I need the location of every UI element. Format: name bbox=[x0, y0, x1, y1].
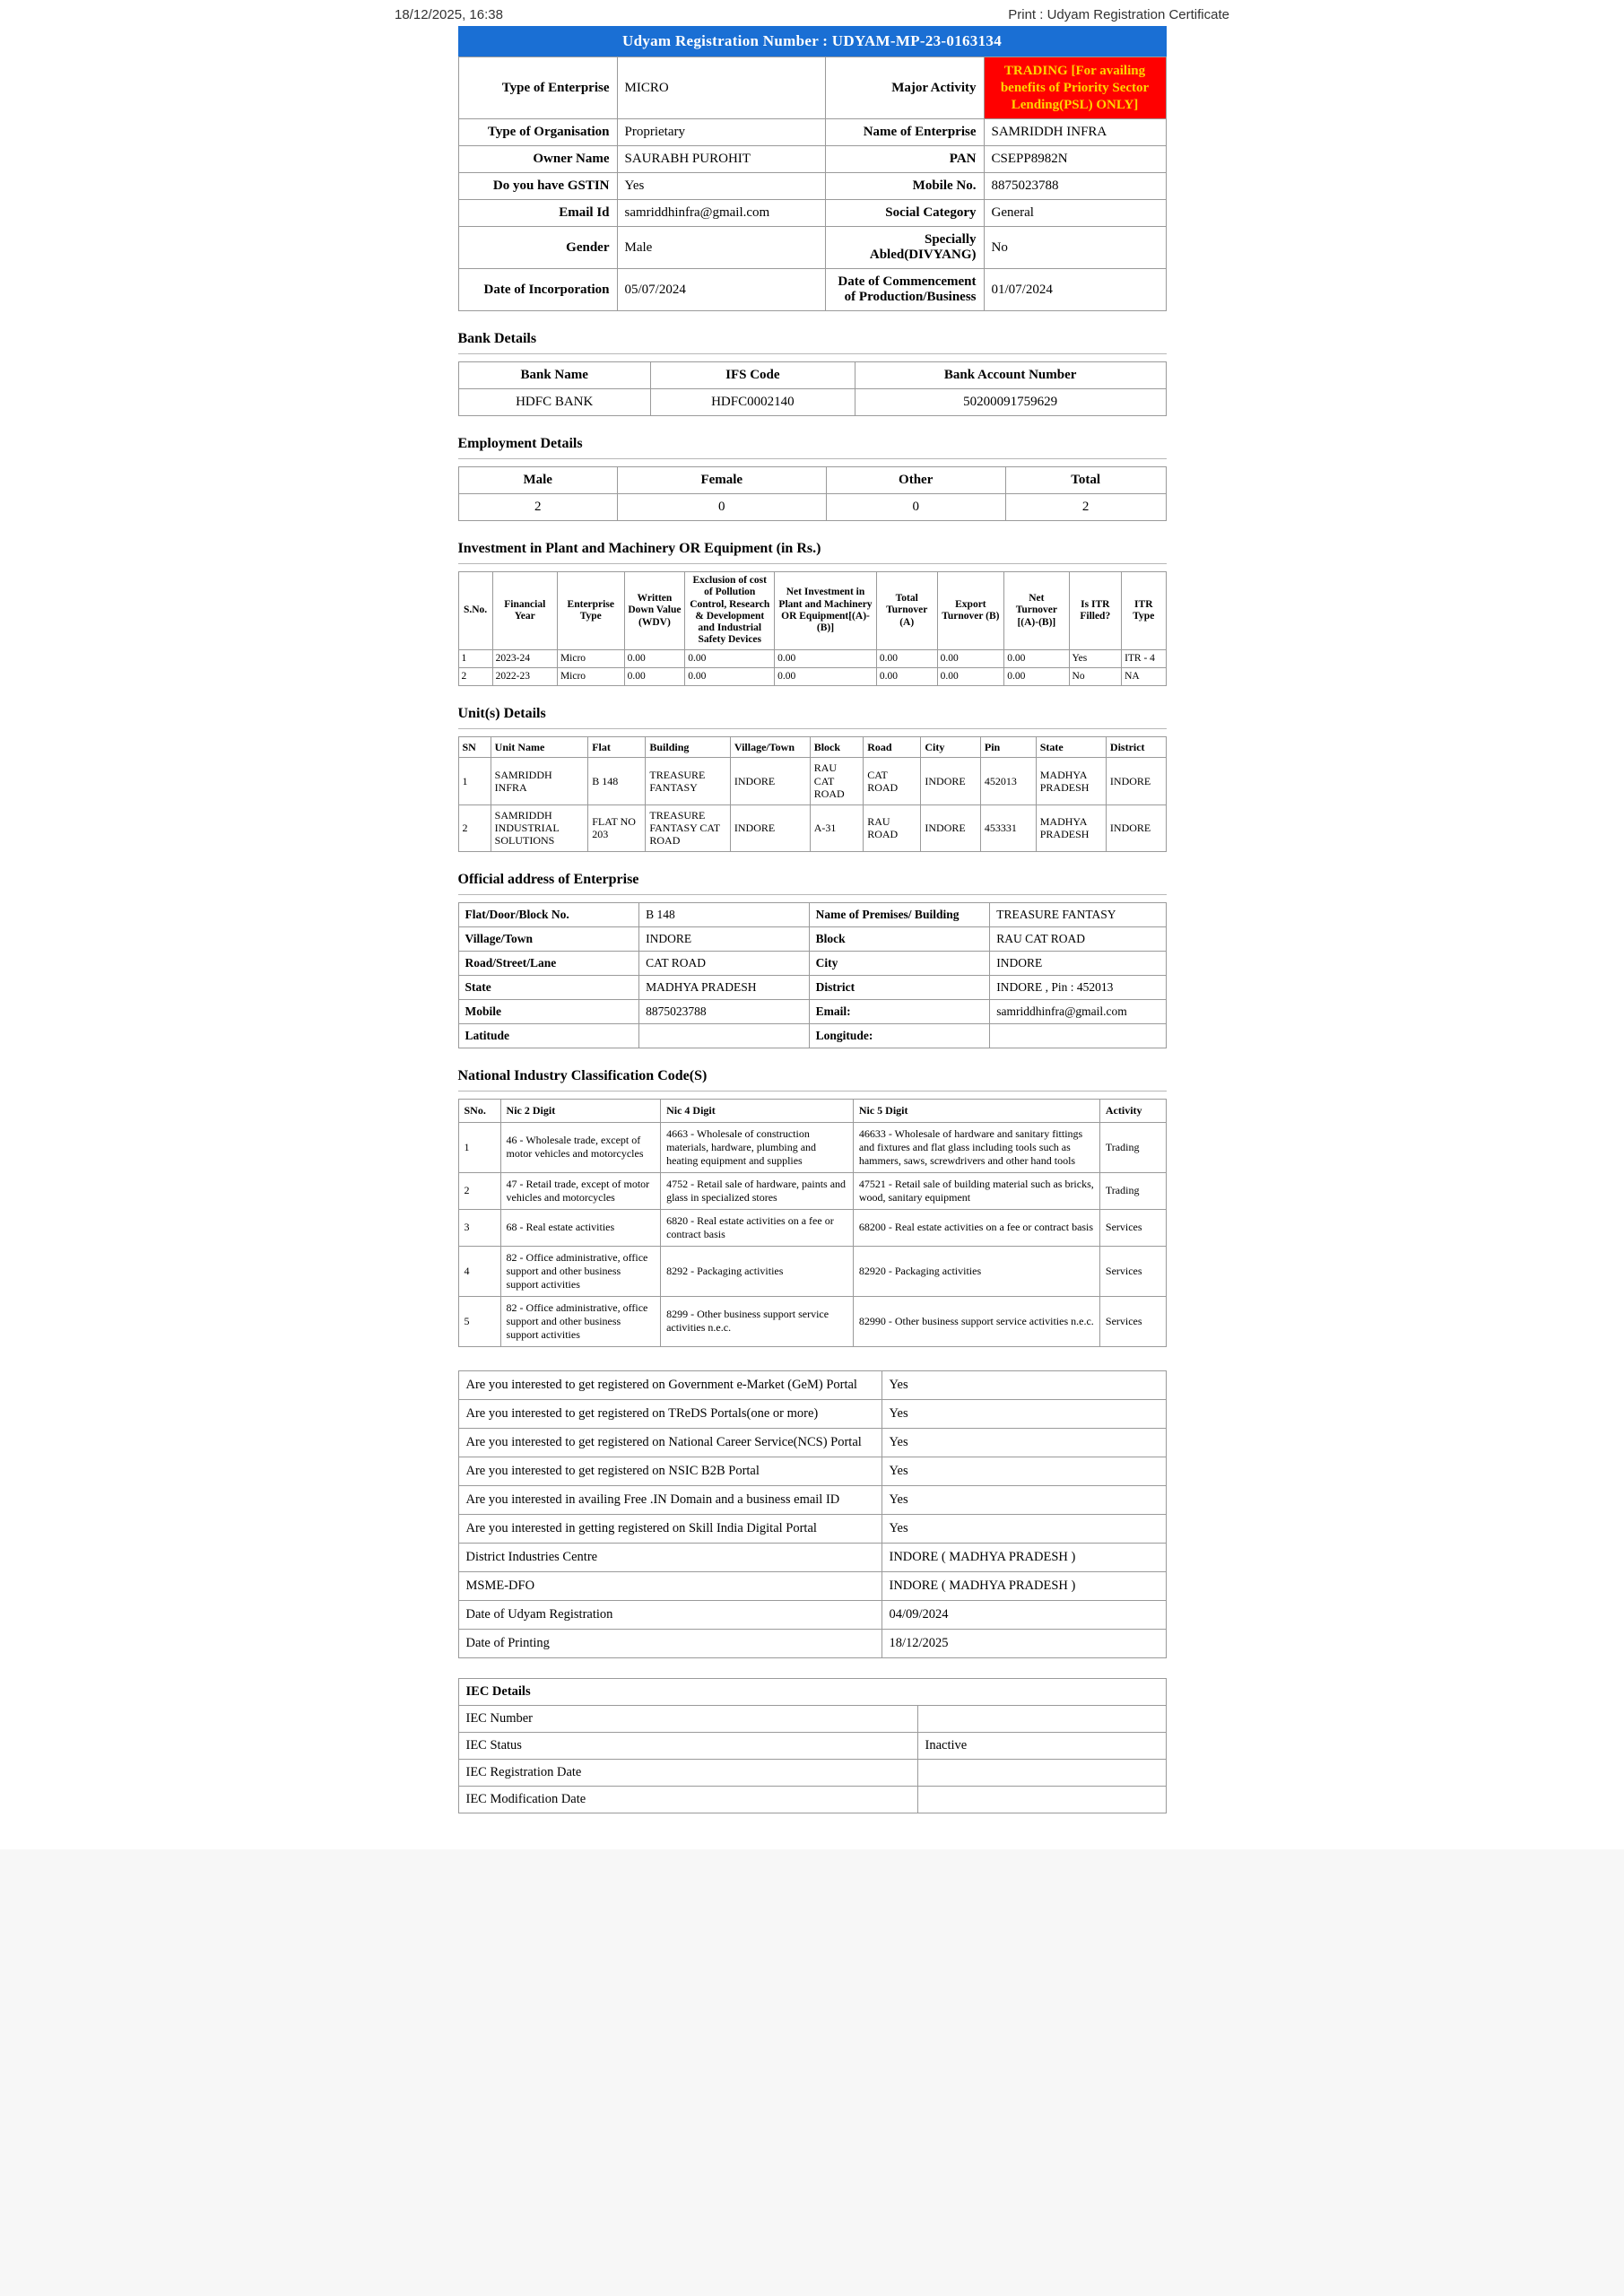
male-header: Male bbox=[458, 467, 617, 494]
iec-status-label: IEC Status bbox=[458, 1732, 917, 1759]
mobile-label: Mobile bbox=[458, 999, 639, 1023]
gender-value: Male bbox=[617, 227, 825, 269]
cell: SAMRIDDH INDUSTRIAL SOLUTIONS bbox=[491, 804, 588, 851]
inv-total-turnover-header: Total Turnover (A) bbox=[876, 572, 937, 649]
name-of-enterprise-value: SAMRIDDH INFRA bbox=[984, 119, 1166, 146]
total-value: 2 bbox=[1005, 494, 1166, 521]
table-row bbox=[458, 975, 1166, 999]
divider bbox=[458, 728, 1167, 729]
cell: MADHYA PRADESH bbox=[1036, 758, 1106, 804]
date-of-udyam-registration-value: 04/09/2024 bbox=[881, 1600, 1166, 1629]
bank-account-header: Bank Account Number bbox=[855, 362, 1166, 389]
table-header-row bbox=[458, 362, 1166, 389]
mobile-label: Mobile No. bbox=[825, 173, 984, 200]
employment-details-heading: Employment Details bbox=[457, 436, 583, 452]
cell: RAU ROAD bbox=[864, 804, 921, 851]
cell: 0.00 bbox=[937, 667, 1004, 685]
date-of-incorporation-value: 05/07/2024 bbox=[617, 269, 825, 311]
msme-dfo-label: MSME-DFO bbox=[458, 1571, 881, 1600]
question-answer: Yes bbox=[881, 1428, 1166, 1457]
district-value: INDORE , Pin : 452013 bbox=[990, 975, 1166, 999]
unit-block-header: Block bbox=[810, 737, 864, 758]
question-answer: Yes bbox=[881, 1370, 1166, 1399]
state-label: State bbox=[458, 975, 639, 999]
date-of-commencement-value: 01/07/2024 bbox=[984, 269, 1166, 311]
cell: INDORE bbox=[730, 804, 810, 851]
divider bbox=[458, 894, 1167, 895]
ifs-code-header: IFS Code bbox=[650, 362, 855, 389]
cell: 0.00 bbox=[1004, 667, 1069, 685]
inv-itr-type-header: ITR Type bbox=[1122, 572, 1166, 649]
flat-door-value: B 148 bbox=[639, 902, 809, 926]
premises-value: TREASURE FANTASY bbox=[990, 902, 1166, 926]
cell: RAU CAT ROAD bbox=[810, 758, 864, 804]
female-header: Female bbox=[617, 467, 826, 494]
nic5-header: Nic 5 Digit bbox=[853, 1099, 1099, 1122]
cell: 0.00 bbox=[685, 667, 775, 685]
investment-heading: Investment in Plant and Machinery OR Equipment (in Rs.) bbox=[457, 541, 821, 557]
cell: MADHYA PRADESH bbox=[1036, 804, 1106, 851]
nic-table bbox=[458, 1099, 1167, 1347]
inv-net-investment-header: Net Investment in Plant and Machinery OR Equipment[(A)-(B)] bbox=[775, 572, 877, 649]
divider bbox=[458, 458, 1167, 459]
cell: Trading bbox=[1099, 1172, 1166, 1209]
cell: 1 bbox=[458, 1122, 500, 1172]
nic4-header: Nic 4 Digit bbox=[661, 1099, 854, 1122]
table-row bbox=[458, 1428, 1166, 1457]
road-label: Road/Street/Lane bbox=[458, 951, 639, 975]
flat-door-label: Flat/Door/Block No. bbox=[458, 902, 639, 926]
cell: 6820 - Real estate activities on a fee or contract basis bbox=[661, 1209, 854, 1246]
district-industries-centre-label: District Industries Centre bbox=[458, 1543, 881, 1571]
cell: A-31 bbox=[810, 804, 864, 851]
cell: Services bbox=[1099, 1209, 1166, 1246]
cell: 68 - Real estate activities bbox=[500, 1209, 661, 1246]
table-row bbox=[458, 1172, 1166, 1209]
enterprise-details-table bbox=[458, 57, 1167, 311]
question-answer: Yes bbox=[881, 1457, 1166, 1485]
table-row bbox=[458, 146, 1166, 173]
cell: B 148 bbox=[588, 758, 646, 804]
city-value: INDORE bbox=[990, 951, 1166, 975]
cell: 0.00 bbox=[685, 649, 775, 667]
village-value: INDORE bbox=[639, 926, 809, 951]
bank-name-value: HDFC BANK bbox=[458, 389, 650, 416]
table-row bbox=[458, 1399, 1166, 1428]
unit-pin-header: Pin bbox=[980, 737, 1036, 758]
cell: 1 bbox=[458, 649, 492, 667]
cell: 0.00 bbox=[876, 649, 937, 667]
mobile-value: 8875023788 bbox=[639, 999, 809, 1023]
question-label: Are you interested to get registered on TReDS Portals(one or more) bbox=[458, 1399, 881, 1428]
block-value: RAU CAT ROAD bbox=[990, 926, 1166, 951]
social-category-label: Social Category bbox=[825, 200, 984, 227]
email-value: samriddhinfra@gmail.com bbox=[990, 999, 1166, 1023]
inv-fy-header: Financial Year bbox=[492, 572, 557, 649]
table-header-row bbox=[458, 1099, 1166, 1122]
divider bbox=[458, 353, 1167, 354]
table-row bbox=[458, 227, 1166, 269]
cell: Services bbox=[1099, 1246, 1166, 1296]
gstin-label: Do you have GSTIN bbox=[458, 173, 617, 200]
pan-label: PAN bbox=[825, 146, 984, 173]
longitude-label: Longitude: bbox=[809, 1023, 990, 1048]
bank-name-header: Bank Name bbox=[458, 362, 650, 389]
unit-building-header: Building bbox=[646, 737, 731, 758]
cell: 0.00 bbox=[624, 667, 685, 685]
cell: 2 bbox=[458, 1172, 500, 1209]
cell: 8299 - Other business support service activities n.e.c. bbox=[661, 1296, 854, 1346]
cell: 0.00 bbox=[624, 649, 685, 667]
question-answer: Yes bbox=[881, 1485, 1166, 1514]
iec-modification-date-label: IEC Modification Date bbox=[458, 1786, 917, 1813]
cell: 2023-24 bbox=[492, 649, 557, 667]
block-label: Block bbox=[809, 926, 990, 951]
road-value: CAT ROAD bbox=[639, 951, 809, 975]
cell: TREASURE FANTASY bbox=[646, 758, 731, 804]
cell: TREASURE FANTASY CAT ROAD bbox=[646, 804, 731, 851]
table-row bbox=[458, 804, 1166, 851]
cell: 8292 - Packaging activities bbox=[661, 1246, 854, 1296]
date-of-printing-label: Date of Printing bbox=[458, 1629, 881, 1657]
cell: 68200 - Real estate activities on a fee or contract basis bbox=[853, 1209, 1099, 1246]
type-of-organisation-value: Proprietary bbox=[617, 119, 825, 146]
nic-heading: National Industry Classification Code(S) bbox=[457, 1067, 708, 1083]
unit-district-header: District bbox=[1106, 737, 1166, 758]
major-activity-value: TRADING [For availing benefits of Priority Sector Lending(PSL) ONLY] bbox=[984, 57, 1166, 119]
table-row bbox=[458, 1543, 1166, 1571]
official-address-table bbox=[458, 902, 1167, 1048]
gender-label: Gender bbox=[458, 227, 617, 269]
cell: 47521 - Retail sale of building material such as bricks, wood, sanitary equipment bbox=[853, 1172, 1099, 1209]
pan-value: CSEPP8982N bbox=[984, 146, 1166, 173]
longitude-value bbox=[990, 1023, 1166, 1048]
inv-enterprise-type-header: Enterprise Type bbox=[557, 572, 624, 649]
udyam-registration-number: Udyam Registration Number : UDYAM-MP-23-0163134 bbox=[458, 26, 1167, 57]
table-row bbox=[458, 119, 1166, 146]
total-header: Total bbox=[1005, 467, 1166, 494]
mobile-value: 8875023788 bbox=[984, 173, 1166, 200]
table-row bbox=[458, 57, 1166, 119]
cell: INDORE bbox=[1106, 804, 1166, 851]
cell: ITR - 4 bbox=[1122, 649, 1166, 667]
table-row bbox=[458, 999, 1166, 1023]
date-of-incorporation-label: Date of Incorporation bbox=[458, 269, 617, 311]
inv-exclusion-header: Exclusion of cost of Pollution Control, Research & Development and Industrial Safety Devices bbox=[685, 572, 775, 649]
unit-name-header: Unit Name bbox=[491, 737, 588, 758]
table-row bbox=[458, 1209, 1166, 1246]
investment-table bbox=[458, 571, 1167, 686]
cell: 2 bbox=[458, 804, 491, 851]
bank-details-table bbox=[458, 361, 1167, 416]
latitude-label: Latitude bbox=[458, 1023, 639, 1048]
cell: 0.00 bbox=[775, 667, 877, 685]
cell: 82 - Office administrative, office support and other business support activities bbox=[500, 1246, 661, 1296]
nic-sno-header: SNo. bbox=[458, 1099, 500, 1122]
divider bbox=[458, 563, 1167, 564]
inv-sno-header: S.No. bbox=[458, 572, 492, 649]
table-row bbox=[458, 1629, 1166, 1657]
unit-state-header: State bbox=[1036, 737, 1106, 758]
table-row bbox=[458, 649, 1166, 667]
cell: 4752 - Retail sale of hardware, paints and glass in specialized stores bbox=[661, 1172, 854, 1209]
employment-details-table bbox=[458, 466, 1167, 521]
question-label: Are you interested to get registered on Government e-Market (GeM) Portal bbox=[458, 1370, 881, 1399]
district-label: District bbox=[809, 975, 990, 999]
cell: 3 bbox=[458, 1209, 500, 1246]
table-row bbox=[458, 667, 1166, 685]
inv-itr-filled-header: Is ITR Filled? bbox=[1069, 572, 1122, 649]
print-timestamp: 18/12/2025, 16:38 bbox=[395, 7, 503, 22]
inv-export-turnover-header: Export Turnover (B) bbox=[937, 572, 1004, 649]
other-value: 0 bbox=[826, 494, 1005, 521]
table-row bbox=[458, 951, 1166, 975]
table-row bbox=[458, 1023, 1166, 1048]
gstin-value: Yes bbox=[617, 173, 825, 200]
table-row bbox=[458, 200, 1166, 227]
unit-road-header: Road bbox=[864, 737, 921, 758]
premises-label: Name of Premises/ Building bbox=[809, 902, 990, 926]
official-address-heading: Official address of Enterprise bbox=[457, 871, 639, 887]
unit-village-header: Village/Town bbox=[730, 737, 810, 758]
divyang-label: Specially Abled(DIVYANG) bbox=[825, 227, 984, 269]
question-label: Are you interested to get registered on NSIC B2B Portal bbox=[458, 1457, 881, 1485]
iec-details-table bbox=[458, 1678, 1167, 1813]
female-value: 0 bbox=[617, 494, 826, 521]
cell: Services bbox=[1099, 1296, 1166, 1346]
owner-name-label: Owner Name bbox=[458, 146, 617, 173]
cell: FLAT NO 203 bbox=[588, 804, 646, 851]
table-header-row bbox=[458, 572, 1166, 649]
cell: 452013 bbox=[980, 758, 1036, 804]
inv-net-turnover-header: Net Turnover [(A)-(B)] bbox=[1004, 572, 1069, 649]
city-label: City bbox=[809, 951, 990, 975]
unit-city-header: City bbox=[921, 737, 981, 758]
email-label: Email Id bbox=[458, 200, 617, 227]
certificate-sheet bbox=[458, 26, 1167, 1849]
iec-registration-date-value bbox=[917, 1759, 1166, 1786]
district-industries-centre-value: INDORE ( MADHYA PRADESH ) bbox=[881, 1543, 1166, 1571]
cell: NA bbox=[1122, 667, 1166, 685]
cell: 82990 - Other business support service activities n.e.c. bbox=[853, 1296, 1099, 1346]
cell: CAT ROAD bbox=[864, 758, 921, 804]
table-header-row bbox=[458, 467, 1166, 494]
table-row bbox=[458, 1485, 1166, 1514]
nic-activity-header: Activity bbox=[1099, 1099, 1166, 1122]
question-answer: Yes bbox=[881, 1514, 1166, 1543]
name-of-enterprise-label: Name of Enterprise bbox=[825, 119, 984, 146]
cell: 0.00 bbox=[876, 667, 937, 685]
table-row bbox=[458, 173, 1166, 200]
cell: 47 - Retail trade, except of motor vehicles and motorcycles bbox=[500, 1172, 661, 1209]
cell: Micro bbox=[557, 667, 624, 685]
social-category-value: General bbox=[984, 200, 1166, 227]
latitude-value bbox=[639, 1023, 809, 1048]
date-of-commencement-label: Date of Commencement of Production/Business bbox=[825, 269, 984, 311]
state-value: MADHYA PRADESH bbox=[639, 975, 809, 999]
table-row bbox=[458, 1678, 1166, 1705]
iec-details-heading: IEC Details bbox=[458, 1678, 1166, 1705]
male-value: 2 bbox=[458, 494, 617, 521]
table-row bbox=[458, 1759, 1166, 1786]
question-label: Are you interested in getting registered on Skill India Digital Portal bbox=[458, 1514, 881, 1543]
table-row bbox=[458, 269, 1166, 311]
cell: 453331 bbox=[980, 804, 1036, 851]
table-row bbox=[458, 494, 1166, 521]
cell: INDORE bbox=[1106, 758, 1166, 804]
type-of-enterprise-value: MICRO bbox=[617, 57, 825, 119]
cell: Trading bbox=[1099, 1122, 1166, 1172]
cell: 2 bbox=[458, 667, 492, 685]
nic2-header: Nic 2 Digit bbox=[500, 1099, 661, 1122]
cell: INDORE bbox=[730, 758, 810, 804]
print-header bbox=[0, 0, 1624, 26]
cell: 46 - Wholesale trade, except of motor vehicles and motorcycles bbox=[500, 1122, 661, 1172]
table-row bbox=[458, 926, 1166, 951]
table-row bbox=[458, 1122, 1166, 1172]
msme-dfo-value: INDORE ( MADHYA PRADESH ) bbox=[881, 1571, 1166, 1600]
cell: 82 - Office administrative, office support and other business support activities bbox=[500, 1296, 661, 1346]
major-activity-label: Major Activity bbox=[825, 57, 984, 119]
iec-status-value: Inactive bbox=[917, 1732, 1166, 1759]
table-header-row bbox=[458, 737, 1166, 758]
question-label: Are you interested in availing Free .IN Domain and a business email ID bbox=[458, 1485, 881, 1514]
units-heading: Unit(s) Details bbox=[457, 706, 546, 721]
cell: 0.00 bbox=[937, 649, 1004, 667]
cell: Micro bbox=[557, 649, 624, 667]
cell: 82920 - Packaging activities bbox=[853, 1246, 1099, 1296]
type-of-enterprise-label: Type of Enterprise bbox=[458, 57, 617, 119]
cell: Yes bbox=[1069, 649, 1122, 667]
print-title: Print : Udyam Registration Certificate bbox=[1008, 7, 1229, 22]
inv-wdv-header: Written Down Value (WDV) bbox=[624, 572, 685, 649]
question-answer: Yes bbox=[881, 1399, 1166, 1428]
cell: 5 bbox=[458, 1296, 500, 1346]
table-row bbox=[458, 1786, 1166, 1813]
cell: INDORE bbox=[921, 758, 981, 804]
cell: 0.00 bbox=[1004, 649, 1069, 667]
date-of-udyam-registration-label: Date of Udyam Registration bbox=[458, 1600, 881, 1629]
table-row bbox=[458, 1571, 1166, 1600]
cell: 2022-23 bbox=[492, 667, 557, 685]
divyang-value: No bbox=[984, 227, 1166, 269]
units-table bbox=[458, 736, 1167, 852]
date-of-printing-value: 18/12/2025 bbox=[881, 1629, 1166, 1657]
cell: 0.00 bbox=[775, 649, 877, 667]
unit-flat-header: Flat bbox=[588, 737, 646, 758]
cell: 46633 - Wholesale of hardware and sanitary fittings and fixtures and flat glass including tools such as hammers, saws, screwdrivers and other hand tools bbox=[853, 1122, 1099, 1172]
iec-registration-date-label: IEC Registration Date bbox=[458, 1759, 917, 1786]
village-label: Village/Town bbox=[458, 926, 639, 951]
email-label: Email: bbox=[809, 999, 990, 1023]
type-of-organisation-label: Type of Organisation bbox=[458, 119, 617, 146]
iec-number-value bbox=[917, 1705, 1166, 1732]
table-row bbox=[458, 1732, 1166, 1759]
ifs-code-value: HDFC0002140 bbox=[650, 389, 855, 416]
cell: 4663 - Wholesale of construction materials, hardware, plumbing and heating equipment and supplies bbox=[661, 1122, 854, 1172]
owner-name-value: SAURABH PUROHIT bbox=[617, 146, 825, 173]
table-row bbox=[458, 902, 1166, 926]
question-label: Are you interested to get registered on National Career Service(NCS) Portal bbox=[458, 1428, 881, 1457]
iec-number-label: IEC Number bbox=[458, 1705, 917, 1732]
table-row bbox=[458, 1705, 1166, 1732]
questions-table bbox=[458, 1370, 1167, 1658]
bank-account-value: 50200091759629 bbox=[855, 389, 1166, 416]
table-row bbox=[458, 1246, 1166, 1296]
unit-sn-header: SN bbox=[458, 737, 491, 758]
cell: INDORE bbox=[921, 804, 981, 851]
email-value: samriddhinfra@gmail.com bbox=[617, 200, 825, 227]
bank-details-heading: Bank Details bbox=[457, 331, 537, 347]
table-row bbox=[458, 1370, 1166, 1399]
table-row bbox=[458, 758, 1166, 804]
table-row bbox=[458, 1514, 1166, 1543]
table-row bbox=[458, 1296, 1166, 1346]
cell: 4 bbox=[458, 1246, 500, 1296]
cell: 1 bbox=[458, 758, 491, 804]
iec-modification-date-value bbox=[917, 1786, 1166, 1813]
cell: SAMRIDDH INFRA bbox=[491, 758, 588, 804]
table-row bbox=[458, 1457, 1166, 1485]
table-row bbox=[458, 1600, 1166, 1629]
table-row bbox=[458, 389, 1166, 416]
cell: No bbox=[1069, 667, 1122, 685]
other-header: Other bbox=[826, 467, 1005, 494]
